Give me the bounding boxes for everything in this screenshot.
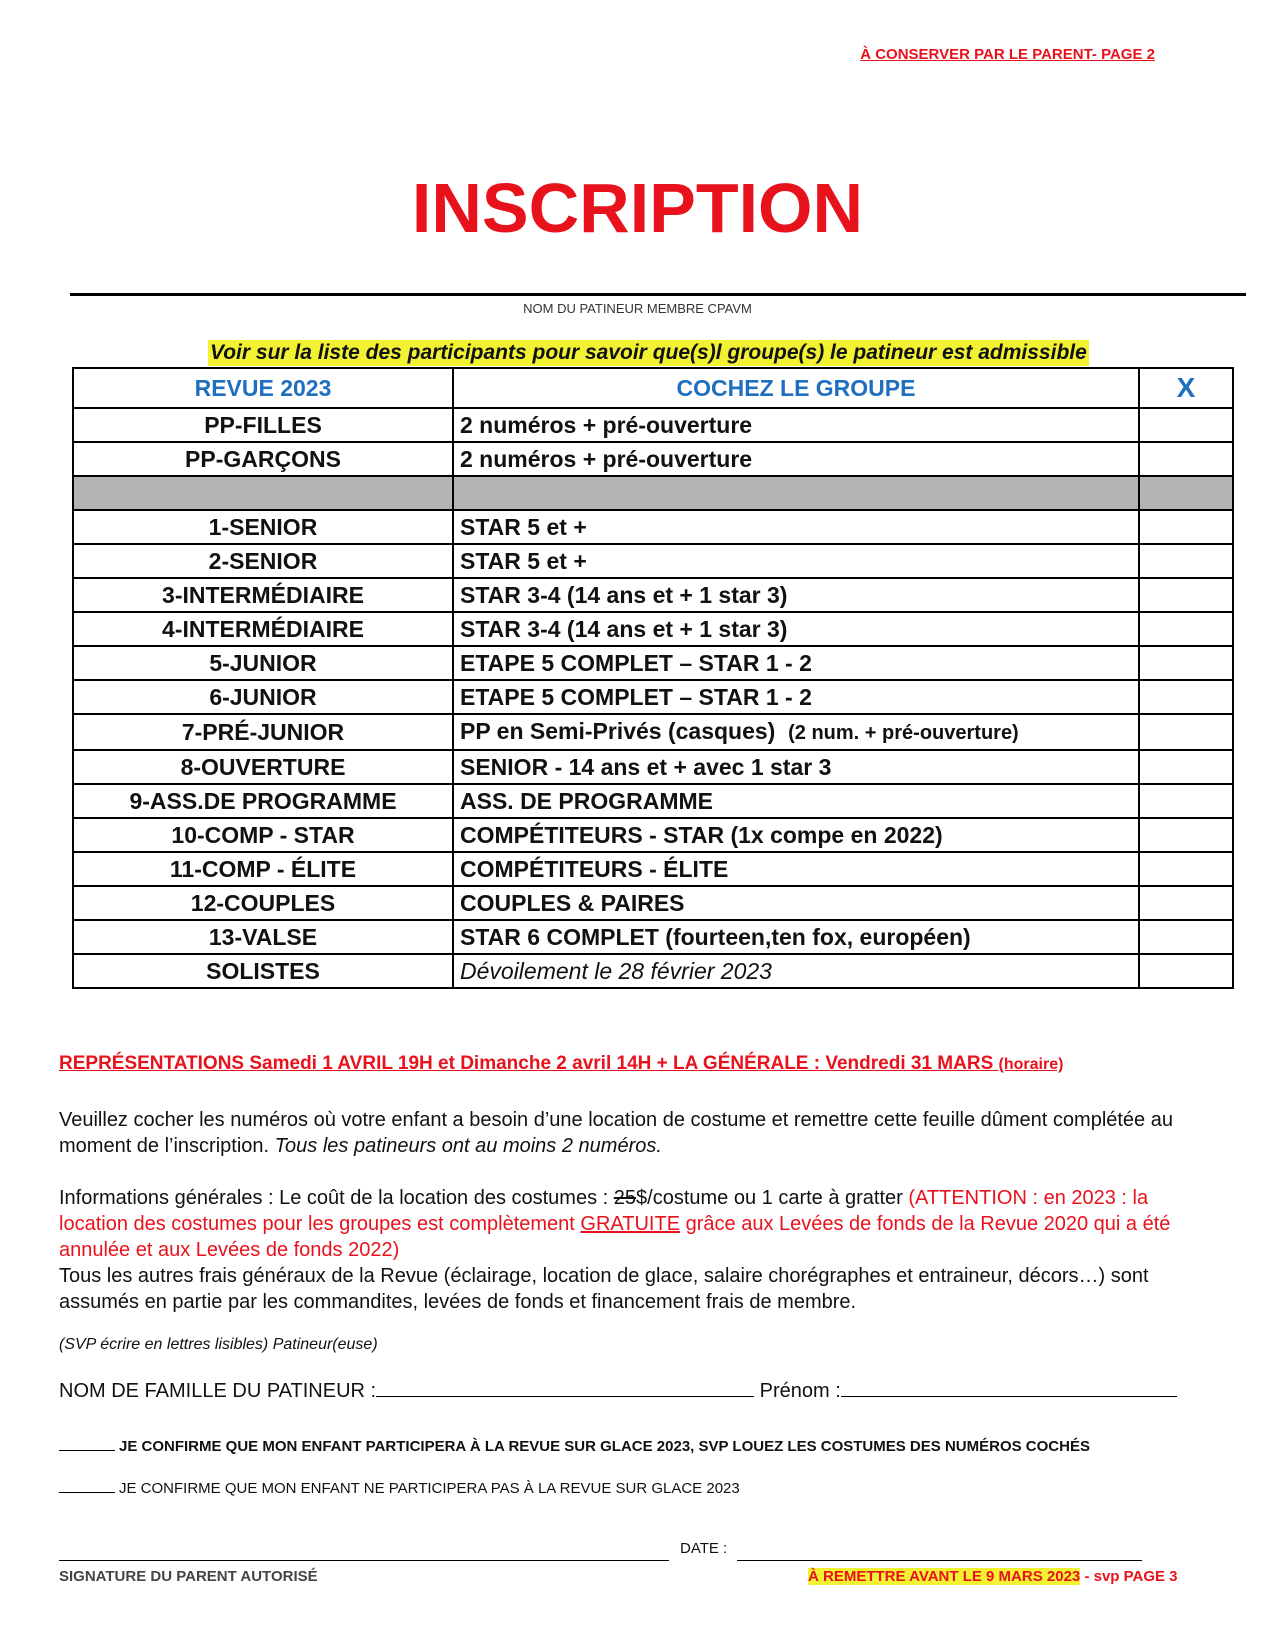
table-header-row — [73, 368, 1233, 408]
admissibility-note: Voir sur la liste des participants pour savoir que(s)l groupe(s) le patineur est admissible — [210, 341, 1087, 364]
confirm-no-row — [59, 1478, 740, 1497]
groupe-cell: 2 numéros + pré-ouverture — [453, 408, 1139, 442]
table-row — [73, 510, 1233, 544]
table-row — [73, 408, 1233, 442]
confirm-no-field[interactable] — [59, 1478, 115, 1493]
legible-writing-note: (SVP écrire en lettres lisibles) Patineur(euse) — [59, 1336, 378, 1353]
deadline-page-ref: - svp PAGE 3 — [1084, 1568, 1178, 1585]
attention-text: (ATTENTION : en 2023 : la location des costumes pour les groupes est complètement — [59, 1187, 1149, 1235]
groupe-cell: COUPLES & PAIRES — [453, 886, 1139, 920]
checkbox-cell[interactable] — [1139, 510, 1233, 544]
other-fees-text: Tous les autres frais généraux de la Revue (éclairage, location de glace, salaire chorégraphes et entraineur, décors…) sont assumés en partie par les commandites, levées de fonds et financement frais de membre. — [59, 1265, 1149, 1313]
header-revue: REVUE 2023 — [73, 368, 453, 408]
table-row — [73, 714, 1233, 750]
checkbox-cell[interactable] — [1139, 680, 1233, 714]
info-lead: Informations générales : Le coût de la location des costumes : — [59, 1187, 609, 1209]
revue-cell: PP-GARÇONS — [73, 442, 453, 476]
deadline-highlight: À REMETTRE AVANT LE 9 MARS 2023 — [808, 1568, 1081, 1585]
checkbox-cell[interactable] — [1139, 612, 1233, 646]
confirm-no-text: JE CONFIRME QUE MON ENFANT NE PARTICIPERA PAS À LA REVUE SUR GLACE 2023 — [119, 1480, 740, 1497]
confirm-yes-field[interactable] — [59, 1436, 115, 1451]
checkbox-cell[interactable] — [1139, 442, 1233, 476]
checkbox-cell[interactable] — [1139, 750, 1233, 784]
separator-row — [73, 476, 1233, 510]
checkbox-cell[interactable] — [1139, 544, 1233, 578]
groupe-cell: STAR 3-4 (14 ans et + 1 star 3) — [453, 612, 1139, 646]
table-row — [73, 442, 1233, 476]
date-field[interactable] — [737, 1560, 1142, 1561]
groups-table — [72, 367, 1234, 989]
instructions-italic: Tous les patineurs ont au moins 2 numéros. — [274, 1135, 662, 1157]
revue-cell: 9-ASS.DE PROGRAMME — [73, 784, 453, 818]
gratuite-text: GRATUITE — [580, 1213, 681, 1235]
deadline-note — [808, 1568, 1178, 1585]
revue-cell: 11-COMP - ÉLITE — [73, 852, 453, 886]
attention-text-end: grâce aux Levées de fonds de la Revue 2020 qui a été annulée et aux Levées de fonds 2022) — [59, 1213, 1171, 1261]
confirm-yes-text: JE CONFIRME QUE MON ENFANT PARTICIPERA À LA REVUE SUR GLACE 2023, SVP LOUEZ LES COSTUMES DES NUMÉROS COCHÉS — [119, 1438, 1090, 1455]
separator-cell — [1139, 476, 1233, 510]
groupe-cell: ETAPE 5 COMPLET – STAR 1 - 2 — [453, 646, 1139, 680]
groupe-cell: 2 numéros + pré-ouverture — [453, 442, 1139, 476]
table-row — [73, 920, 1233, 954]
old-price: 25 — [613, 1187, 637, 1209]
revue-cell: 13-VALSE — [73, 920, 453, 954]
horaire-note: (horaire) — [998, 1056, 1064, 1073]
checkbox-cell[interactable] — [1139, 784, 1233, 818]
checkbox-cell[interactable] — [1139, 886, 1233, 920]
price-unit: $/costume ou 1 carte à gratter — [636, 1187, 903, 1209]
revue-cell: 5-JUNIOR — [73, 646, 453, 680]
checkbox-cell[interactable] — [1139, 920, 1233, 954]
checkbox-cell[interactable] — [1139, 578, 1233, 612]
table-row — [73, 578, 1233, 612]
revue-cell: 8-OUVERTURE — [73, 750, 453, 784]
representations-line — [59, 1053, 1063, 1075]
top-note: À CONSERVER PAR LE PARENT- PAGE 2 — [860, 46, 1155, 63]
groupe-text: PP en Semi-Privés (casques) — [460, 718, 776, 744]
groupe-cell: ASS. DE PROGRAMME — [453, 784, 1139, 818]
confirm-yes-row — [59, 1436, 1090, 1455]
last-name-field[interactable] — [376, 1378, 754, 1397]
signature-caption: SIGNATURE DU PARENT AUTORISÉ — [59, 1568, 318, 1585]
checkbox-cell[interactable] — [1139, 852, 1233, 886]
groupe-cell: STAR 6 COMPLET (fourteen,ten fox, européen) — [453, 920, 1139, 954]
table-row — [73, 680, 1233, 714]
instructions-paragraph — [59, 1107, 1219, 1159]
revue-cell: 1-SENIOR — [73, 510, 453, 544]
table-row — [73, 646, 1233, 680]
revue-cell: 7-PRÉ-JUNIOR — [73, 714, 453, 750]
table-row — [73, 886, 1233, 920]
date-label: DATE : — [680, 1540, 728, 1557]
representations-text: REPRÉSENTATIONS Samedi 1 AVRIL 19H et Dimanche 2 avril 14H + LA GÉNÉRALE : Vendredi 31 MARS — [59, 1053, 994, 1074]
table-row — [73, 954, 1233, 988]
table-row — [73, 544, 1233, 578]
table-row — [73, 852, 1233, 886]
revue-cell: 12-COUPLES — [73, 886, 453, 920]
general-info-paragraph — [59, 1185, 1219, 1315]
page-title: INSCRIPTION — [411, 169, 864, 247]
separator-cell — [453, 476, 1139, 510]
revue-cell: 2-SENIOR — [73, 544, 453, 578]
checkbox-cell[interactable] — [1139, 714, 1233, 750]
groupe-cell: STAR 5 et + — [453, 510, 1139, 544]
signature-field[interactable] — [59, 1560, 669, 1561]
first-name-label: Prénom : — [759, 1380, 841, 1402]
revue-cell: 6-JUNIOR — [73, 680, 453, 714]
last-name-label: NOM DE FAMILLE DU PATINEUR : — [59, 1380, 377, 1402]
table-row — [73, 750, 1233, 784]
header-x: X — [1139, 368, 1233, 408]
checkbox-cell[interactable] — [1139, 408, 1233, 442]
groupe-cell: STAR 5 et + — [453, 544, 1139, 578]
groupe-cell: COMPÉTITEURS - STAR (1x compe en 2022) — [453, 818, 1139, 852]
revue-cell: 3-INTERMÉDIAIRE — [73, 578, 453, 612]
groupe-cell: COMPÉTITEURS - ÉLITE — [453, 852, 1139, 886]
checkbox-cell[interactable] — [1139, 646, 1233, 680]
checkbox-cell[interactable] — [1139, 954, 1233, 988]
header-cochez: COCHEZ LE GROUPE — [453, 368, 1139, 408]
table-row — [73, 612, 1233, 646]
name-fields-row — [59, 1378, 1177, 1403]
separator-cell — [73, 476, 453, 510]
groupe-small-note: (2 num. + pré-ouverture) — [788, 722, 1019, 744]
checkbox-cell[interactable] — [1139, 818, 1233, 852]
groupe-cell: SENIOR - 14 ans et + avec 1 star 3 — [453, 750, 1139, 784]
table-row — [73, 818, 1233, 852]
groupe-cell: Dévoilement le 28 février 2023 — [453, 954, 1139, 988]
revue-cell: 4-INTERMÉDIAIRE — [73, 612, 453, 646]
patineur-name-caption: NOM DU PATINEUR MEMBRE CPAVM — [523, 301, 752, 316]
groupe-cell — [453, 714, 1139, 750]
first-name-field[interactable] — [841, 1378, 1177, 1397]
revue-cell: 10-COMP - STAR — [73, 818, 453, 852]
table-row — [73, 784, 1233, 818]
groupe-cell: STAR 3-4 (14 ans et + 1 star 3) — [453, 578, 1139, 612]
groupe-cell: ETAPE 5 COMPLET – STAR 1 - 2 — [453, 680, 1139, 714]
revue-cell: SOLISTES — [73, 954, 453, 988]
patineur-name-line[interactable] — [70, 293, 1246, 296]
revue-cell: PP-FILLES — [73, 408, 453, 442]
instructions-text: Veuillez cocher les numéros où votre enfant a besoin d’une location de costume et remettre cette feuille dûment complétée au moment de l’inscription. — [59, 1109, 1173, 1157]
